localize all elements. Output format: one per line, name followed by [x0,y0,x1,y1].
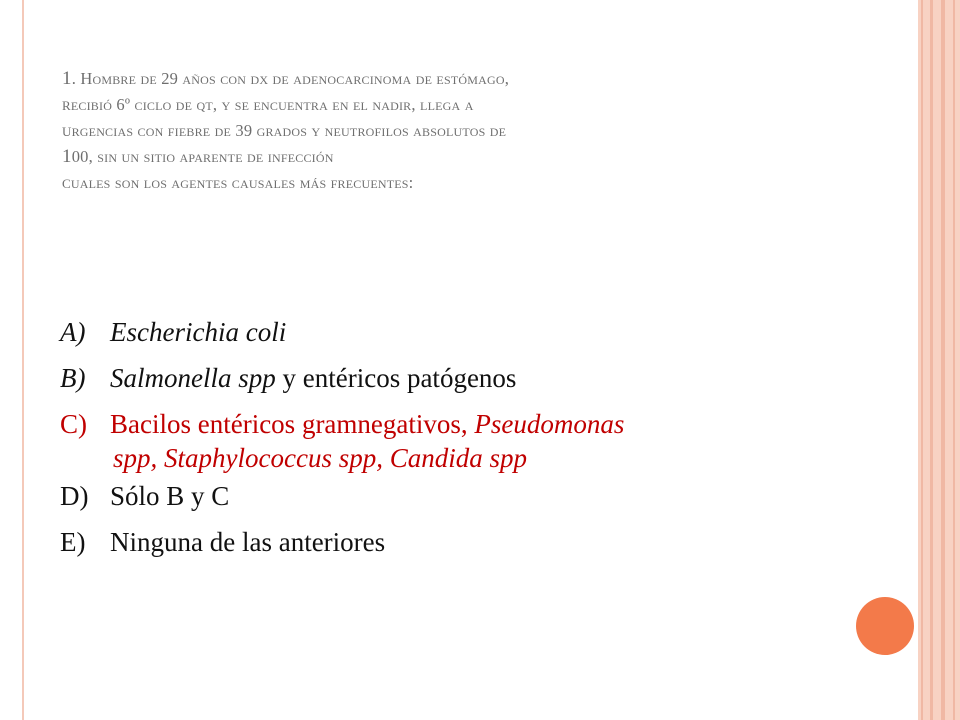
question-line-2: recibió 6º ciclo de qt, y se encuentra en el nadir, llega a [62,94,474,115]
option-e-text: Ninguna de las anteriores [110,527,386,557]
right-stripe-line-1 [921,0,923,720]
option-e [60,523,860,561]
option-c-continuation: spp, Staphylococcus spp, Candida spp [113,443,527,473]
option-b [60,359,860,397]
option-b-italic-text: Salmonella spp [110,363,276,393]
option-c-text: Bacilos entéricos gramnegativos, [110,409,475,439]
option-c-italic-text: Pseudomonas [474,409,625,439]
right-stripe-line-4 [953,0,955,720]
right-stripe-line-3 [941,0,945,720]
option-d-letter: D) [60,481,89,511]
question-title [62,66,842,196]
option-c-letter: C) [60,409,87,439]
question-line-4: 100, sin un sitio aparente de infección [62,146,334,167]
option-b-letter: B) [60,363,86,393]
option-b-text: y entéricos patógenos [275,363,517,393]
right-stripe-line-2 [930,0,933,720]
answer-options-list [60,313,860,569]
option-d [60,477,860,515]
option-d-text: Sólo B y C [110,481,230,511]
decorative-orange-circle [856,597,914,655]
left-border-line [22,0,24,720]
option-e-letter: E) [60,527,86,557]
option-a [60,313,860,351]
option-c [60,405,860,473]
option-a-text: Escherichia coli [110,317,287,347]
option-a-letter: A) [60,317,86,347]
question-line-1: 1. Hombre de 29 años con dx de adenocarcinoma de estómago, [62,68,510,89]
question-line-3: urgencias con fiebre de 39 grados y neutrofilos absolutos de [62,120,507,141]
question-line-5: cuales son los agentes causales más frecuentes: [62,172,414,193]
